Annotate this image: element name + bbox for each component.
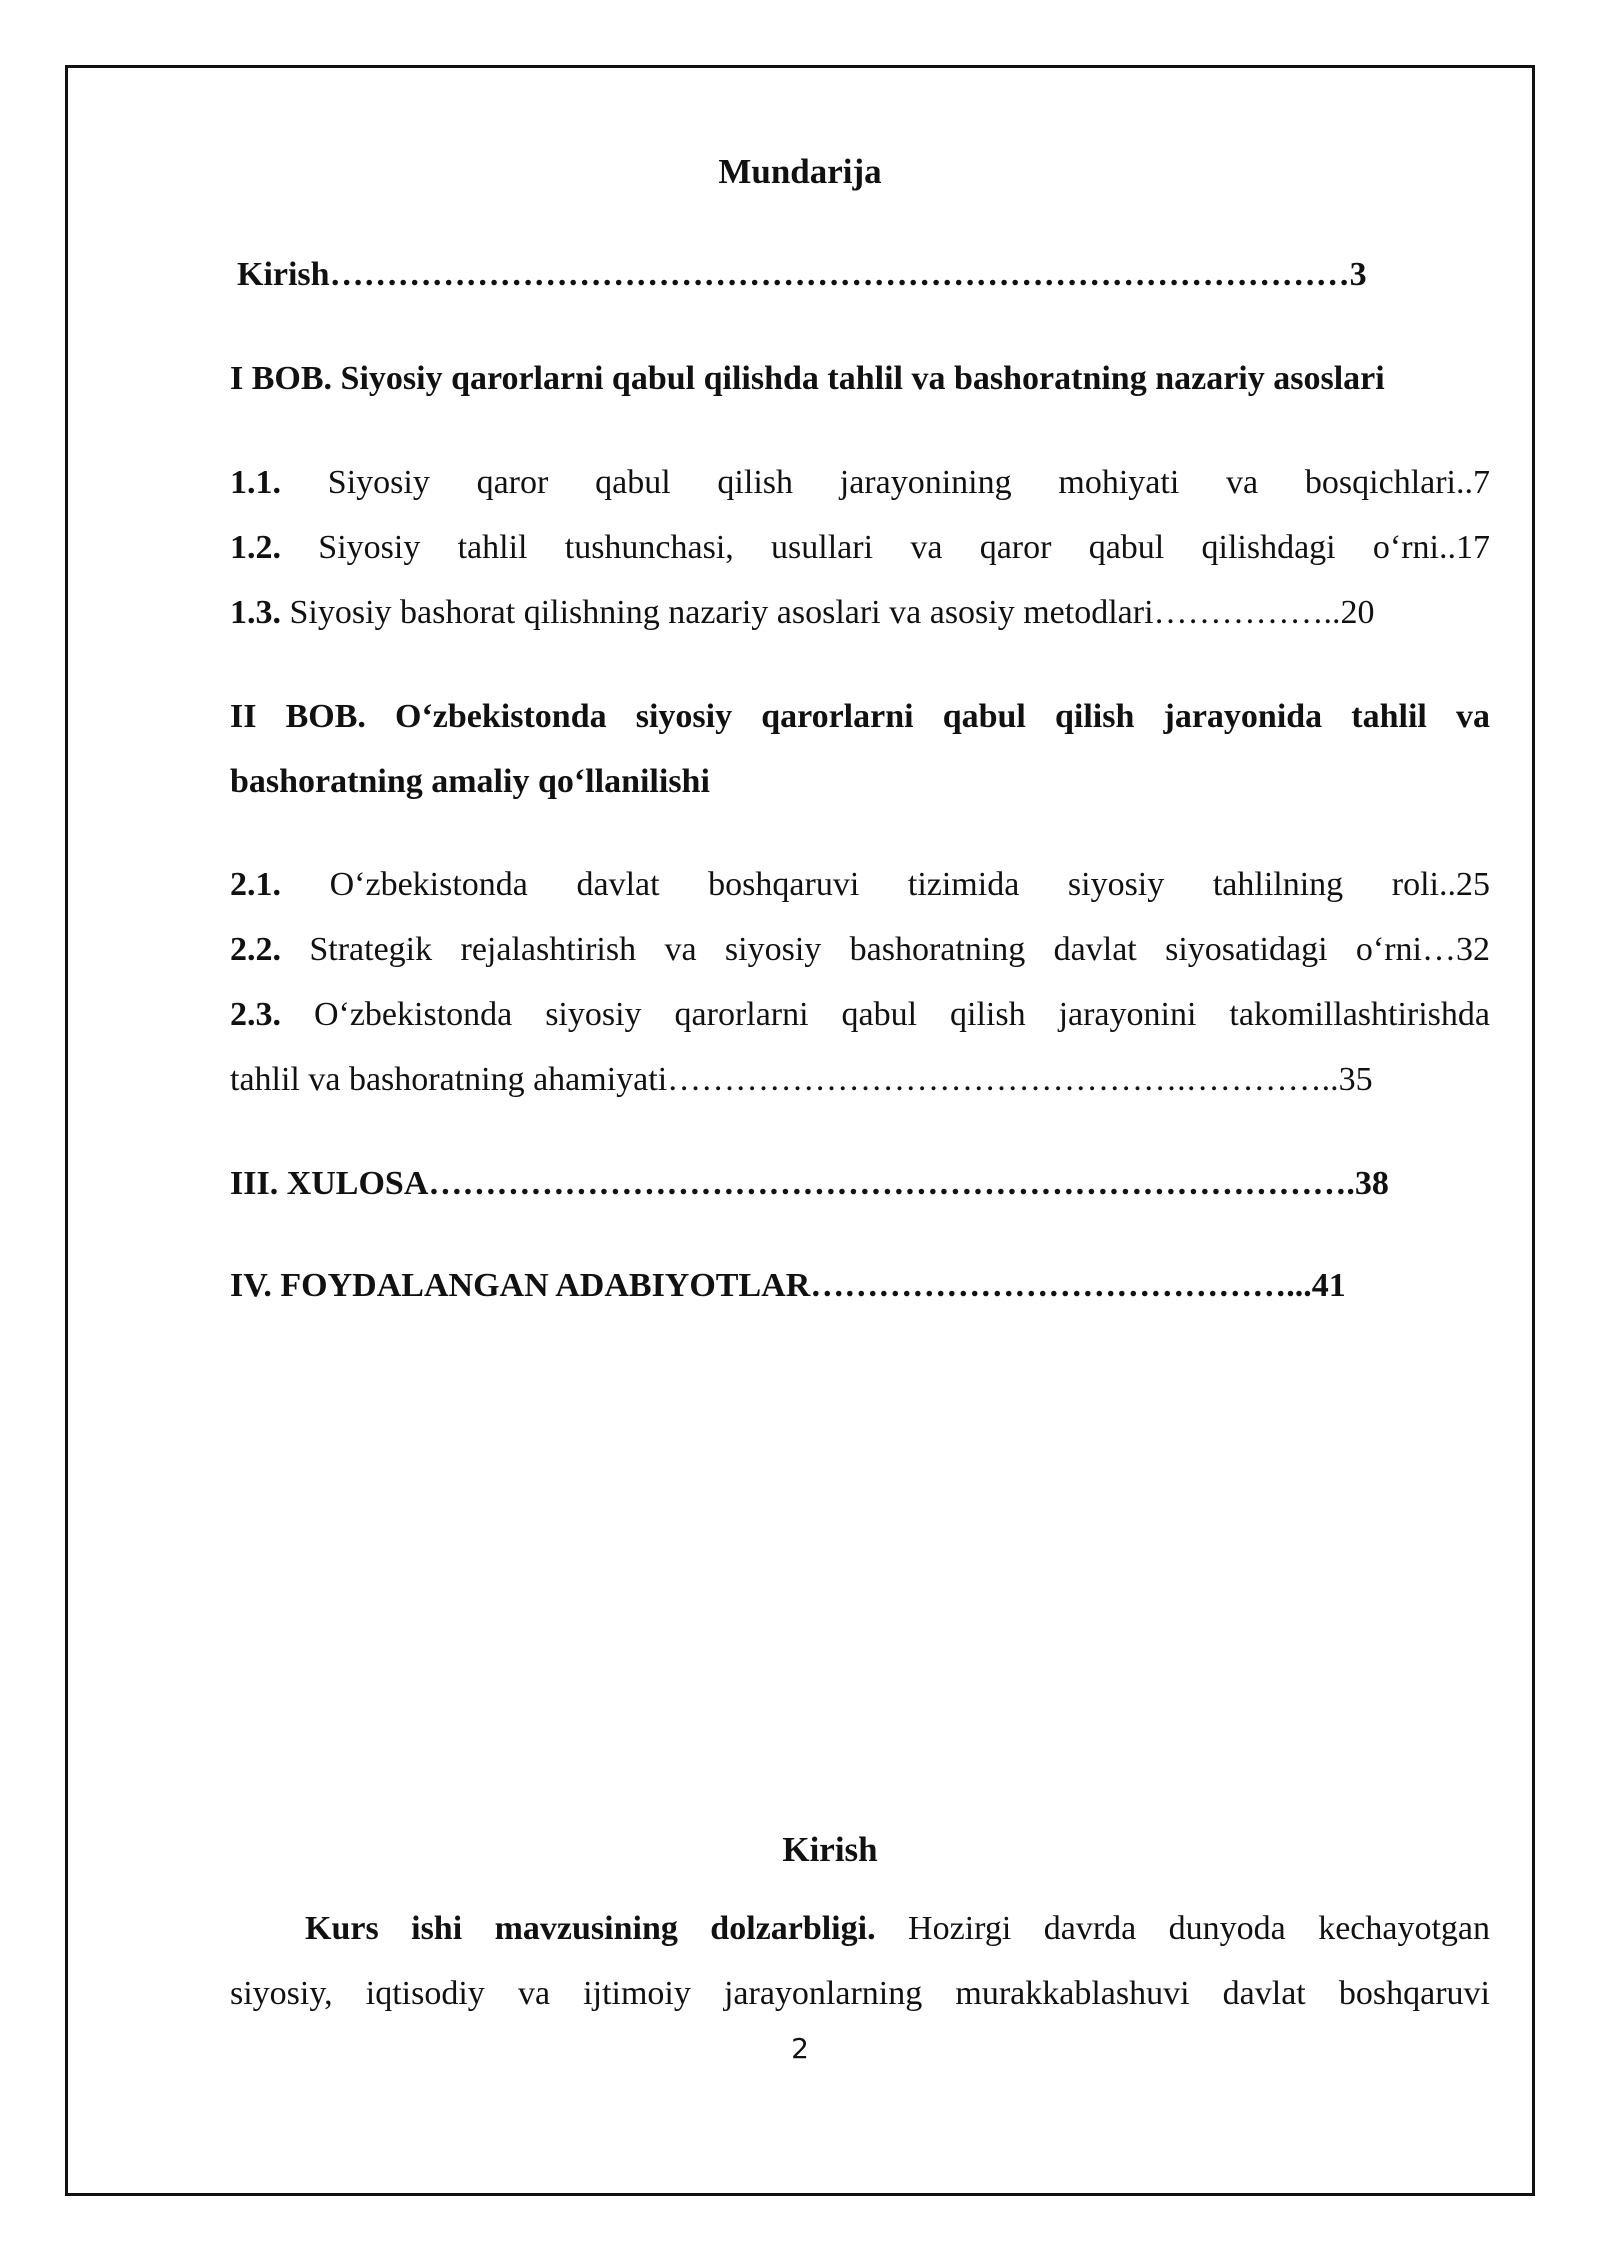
toc-item-text: O‘zbekistonda siyosiy qarorlarni qabul qilish jarayonini takomillashtirishda xyxy=(313,996,1490,1033)
toc-item-number: 1.2. xyxy=(230,529,281,566)
toc-item-1-1 xyxy=(230,464,1490,502)
page-number: 2 xyxy=(791,2032,809,2065)
toc-references: IV. FOYDALANGAN ADABIYOTLAR……………………………………...41 xyxy=(230,1267,1346,1304)
intro-lead: Kurs ishi mavzusining dolzarbligi. xyxy=(305,1910,876,1947)
toc-item-1-2 xyxy=(230,529,1490,567)
toc-item-text: O‘zbekistonda davlat boshqaruvi tizimida siyosiy tahlilning roli..25 xyxy=(329,866,1490,903)
toc-item-2-1 xyxy=(230,866,1490,904)
toc-item-text: Strategik rejalashtirish va siyosiy bashoratning davlat siyosatidagi o‘rni…32 xyxy=(309,931,1490,968)
toc-item-text: Siyosiy tahlil tushunchasi, usullari va qaror qabul qilishdagi o‘rni..17 xyxy=(318,529,1490,566)
toc-item-number: 2.3. xyxy=(230,996,281,1033)
toc-item-2-3 xyxy=(230,996,1490,1034)
toc-kirish: Kirish………………………………………………………………………………3 xyxy=(237,256,1367,293)
intro-heading: Kirish xyxy=(782,1830,878,1869)
toc-item-text: Siyosiy qaror qabul qilish jarayonining mohiyati va bosqichlari..7 xyxy=(327,464,1490,501)
toc-item-text: Siyosiy bashorat qilishning nazariy asoslari va asosiy metodlari……………..20 xyxy=(289,594,1375,631)
toc-chapter-2-line-1: II BOB. O‘zbekistonda siyosiy qarorlarni qabul qilish jarayonida tahlil va xyxy=(230,698,1490,735)
toc-conclusion: III. XULOSA……………………………………………………………………….38 xyxy=(230,1165,1389,1202)
toc-item-number: 2.1. xyxy=(230,866,281,903)
intro-line-2: siyosiy, iqtisodiy va ijtimoiy jarayonlarning murakkablashuvi davlat boshqaruvi xyxy=(230,1975,1490,2012)
toc-item-number: 1.3. xyxy=(230,594,281,631)
toc-item-1-3 xyxy=(230,594,1490,632)
toc-heading: Mundarija xyxy=(718,152,882,191)
intro-line-1 xyxy=(305,1910,1490,1948)
toc-item-2-3-continuation: tahlil va bashoratning ahamiyati……………………………………….…………..35 xyxy=(230,1061,1373,1098)
toc-item-number: 1.1. xyxy=(230,464,281,501)
toc-chapter-1: I BOB. Siyosiy qarorlarni qabul qilishda tahlil va bashoratning nazariy asoslari xyxy=(230,360,1385,397)
intro-line-1-rest: Hozirgi davrda dunyoda kechayotgan xyxy=(908,1910,1490,1947)
toc-chapter-2-line-2: bashoratning amaliy qo‘llanilishi xyxy=(230,763,710,800)
toc-item-2-2 xyxy=(230,931,1490,969)
toc-item-number: 2.2. xyxy=(230,931,281,968)
